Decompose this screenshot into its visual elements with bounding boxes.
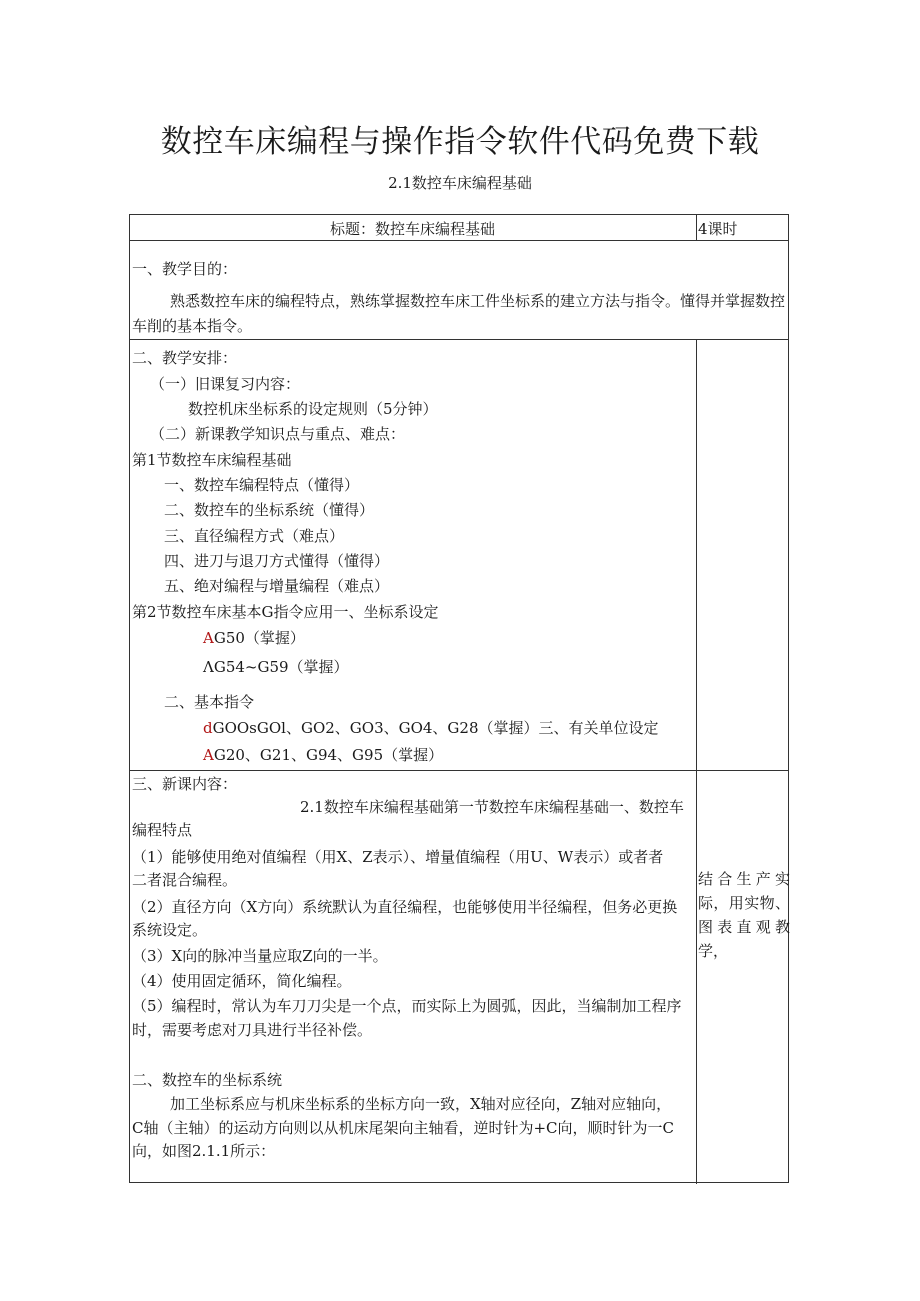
lesson-table bbox=[129, 214, 789, 1183]
content-line: 编程特点 bbox=[132, 821, 193, 839]
section-1-item: 三、直径编程方式（难点） bbox=[164, 527, 345, 545]
row-divider bbox=[130, 770, 788, 771]
column-divider bbox=[696, 215, 697, 240]
objective-text: 熟悉数控车床的编程特点，熟练掌握数控车床工件坐标系的建立方法与指令。懂得并掌握数控车削的基本指令。 bbox=[132, 292, 786, 335]
content-line: （1）能够使用绝对值编程（用X、Z表示）、增量值编程（用U、W表示）或者者 bbox=[132, 848, 664, 866]
section-1-item: 一、数控车编程特点（懂得） bbox=[164, 476, 360, 494]
content-line: 2.1数控车床编程基础第一节数控车床编程基础一、数控车 bbox=[300, 798, 684, 816]
row-divider bbox=[130, 339, 788, 340]
teaching-method-note: 结合生产实际，用实物、图表直观教学， bbox=[698, 870, 790, 960]
content-line: 系统设定。 bbox=[132, 921, 208, 939]
section-1-item: 二、数控车的坐标系统（懂得） bbox=[164, 501, 375, 519]
lesson-hours: 4课时 bbox=[698, 220, 738, 238]
content-line: （3）X向的脉冲当量应取Z向的一半。 bbox=[132, 947, 388, 965]
section-1-heading: 第1节数控车床编程基础 bbox=[132, 451, 292, 469]
g20-item bbox=[203, 743, 443, 767]
g20-text: G20、G21、G94、G95（掌握） bbox=[213, 746, 444, 764]
content-line: 时，需要考虑对刀具进行半径补偿。 bbox=[132, 1021, 373, 1039]
new-content-heading: 三、新课内容： bbox=[132, 775, 238, 793]
bullet-mark: d bbox=[203, 719, 213, 737]
review-item: 数控机床坐标系的设定规则（5分钟） bbox=[188, 400, 438, 418]
document-subtitle: 2.1数控车床编程基础 bbox=[388, 174, 532, 192]
bullet-mark: A bbox=[203, 746, 214, 764]
content-line: （2）直径方向（X方向）系统默认为直径编程，也能够使用半径编程，但务必更换 bbox=[132, 898, 678, 916]
bullet-mark: A bbox=[203, 629, 214, 647]
g50-text: G50（掌握） bbox=[213, 629, 305, 647]
g54-text: G54~G59（掌握） bbox=[213, 658, 349, 676]
section-1-item: 五、绝对编程与增量编程（难点） bbox=[164, 577, 390, 595]
arrangement-heading: 二、教学安排： bbox=[132, 349, 238, 367]
g00-item bbox=[203, 716, 659, 740]
new-knowledge-heading: （二）新课教学知识点与重点、难点： bbox=[150, 425, 406, 443]
section-1-item: 四、进刀与退刀方式懂得（懂得） bbox=[164, 552, 390, 570]
g00-text: GOOsGOl、GO2、GO3、GO4、G28（掌握）三、有关单位设定 bbox=[212, 719, 659, 737]
content-line: （4）使用固定循环，简化编程。 bbox=[132, 972, 352, 990]
lesson-topic: 标题：数控车床编程基础 bbox=[330, 220, 496, 238]
content-line: 二者混合编程。 bbox=[132, 871, 238, 889]
review-heading: （一）旧课复习内容： bbox=[150, 375, 301, 393]
basic-commands-heading: 二、基本指令 bbox=[164, 693, 255, 711]
content-line: （5）编程时，常认为车刀刀尖是一个点，而实际上为圆弧，因此，当编制加工程序 bbox=[132, 997, 682, 1015]
coordinate-heading: 二、数控车的坐标系统 bbox=[132, 1071, 283, 1089]
bullet-mark: Λ bbox=[203, 658, 214, 676]
content-line: 加工坐标系应与机床坐标系的坐标方向一致，X轴对应径向，Z轴对应轴向， bbox=[170, 1095, 672, 1113]
column-divider bbox=[696, 339, 697, 1184]
content-line: 向，如图2.1.1所示： bbox=[132, 1142, 276, 1160]
document-title: 数控车床编程与操作指令软件代码免费下载 bbox=[160, 124, 760, 160]
section-2-heading: 第2节数控车床基本G指令应用一、坐标系设定 bbox=[132, 603, 439, 621]
content-line: C轴（主轴）的运动方向则以从机床尾架向主轴看，逆时针为+C向，顺时针为一C bbox=[132, 1119, 675, 1137]
objective-heading: 一、教学目的： bbox=[132, 260, 238, 278]
g54-item bbox=[203, 655, 349, 679]
g50-item bbox=[203, 626, 305, 650]
